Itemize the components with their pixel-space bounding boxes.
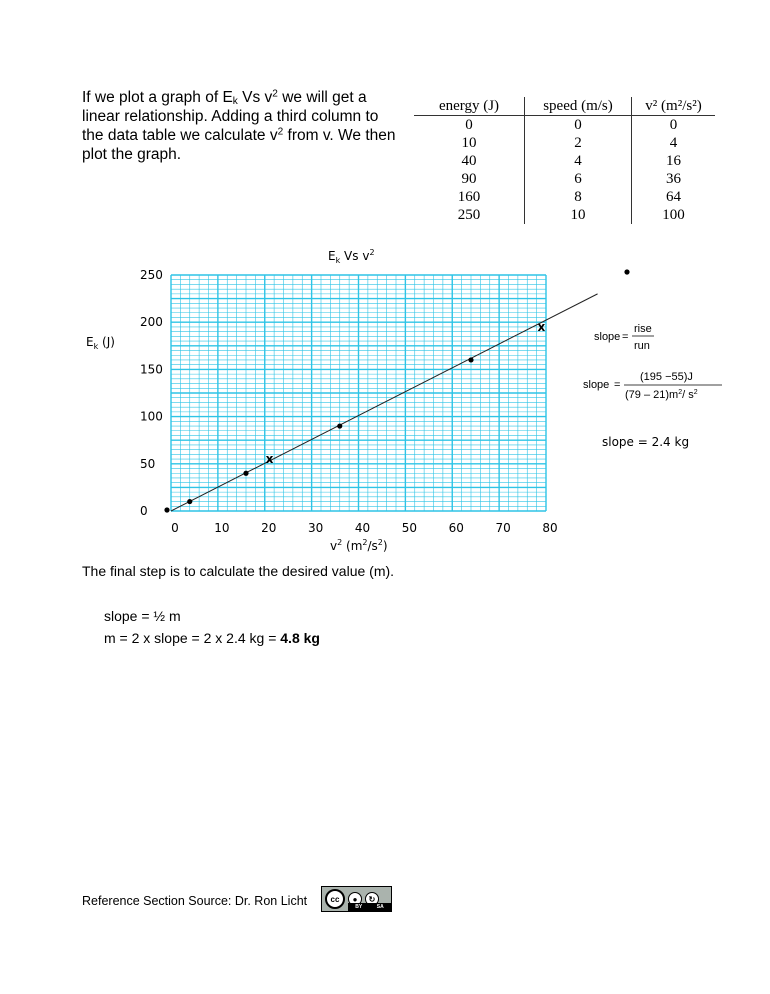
mass-calculation: [104, 605, 320, 649]
table-cell: 10: [414, 134, 525, 152]
table-header: energy (J): [414, 97, 525, 116]
slope-numeric-formula: [583, 371, 722, 401]
slope-word: slope: [594, 331, 621, 343]
table-cell: 90: [414, 170, 525, 188]
table-cell: 2: [525, 134, 632, 152]
table-cell: 0: [669, 117, 678, 133]
slope-result: slope = 2.4 kg: [602, 435, 690, 449]
x-tick-label: 20: [261, 521, 277, 535]
data-point: [337, 423, 342, 428]
equals-sign: =: [622, 331, 629, 343]
cc-by-sa-license-badge[interactable]: [321, 886, 392, 912]
slope-half-m-line: slope = ½ m: [104, 608, 181, 624]
table-cell: 40: [414, 152, 525, 170]
intro-paragraph: If we plot a graph of $E_k$ Vs $v^2$ we will get a linear relationship. Adding a third column to the data table we calculate $v^2$ from v. We then plot the graph.: [82, 88, 396, 163]
denominator-text: $(79 - 21)m^2/$ $s^2$: [625, 389, 698, 401]
mass-answer: 4.8 kg: [280, 630, 320, 646]
data-point: [243, 471, 248, 476]
y-tick-label: 250: [140, 268, 163, 282]
data-point: [624, 269, 629, 274]
x-tick-label: 70: [495, 521, 511, 535]
table-cell: 4: [669, 135, 678, 151]
y-tick-label: 0: [140, 504, 148, 518]
x-axis-label: $v^2$ $(m^2/s^2)$: [330, 538, 388, 553]
creative-commons-icon: cc: [325, 889, 345, 909]
data-point: [164, 507, 169, 512]
table-cell: 10: [525, 206, 632, 224]
reference-source: Reference Section Source: Dr. Ron Licht: [82, 894, 308, 908]
table-header: v² (m²/s²): [632, 97, 716, 116]
final-step-sentence: The final step is to calculate the desired value (m).: [82, 563, 395, 579]
table-header: speed (m/s): [525, 97, 632, 116]
table-cell: 6: [525, 170, 632, 188]
table-cell: 8: [525, 188, 632, 206]
slope-point-marker: x: [537, 319, 546, 334]
attribution-icon: ●: [348, 892, 362, 906]
slope-word: slope: [583, 379, 610, 391]
y-tick-label: 100: [140, 409, 163, 424]
y-tick-label: 50: [140, 456, 156, 471]
y-axis-label: $E_k$ (J): [86, 335, 115, 351]
table-cell: 0: [525, 116, 632, 135]
x-tick-label: 60: [448, 521, 464, 535]
data-point: [187, 499, 192, 504]
run-text: run: [634, 340, 650, 352]
x-tick-label: 40: [354, 521, 371, 535]
table-cell: 250: [414, 206, 525, 224]
y-tick-label: 150: [140, 362, 163, 377]
license-labels: BY SA: [348, 903, 391, 911]
x-tick-label: 50: [401, 521, 418, 535]
x-tick-label: 30: [307, 521, 324, 535]
rise-text: rise: [634, 323, 652, 335]
grid: [171, 275, 546, 511]
share-alike-icon: ↻: [365, 892, 379, 906]
table-cell: 16: [666, 153, 681, 169]
chart-title: $E_k$ Vs $v^2$: [328, 248, 375, 265]
table-cell: 64: [666, 189, 681, 205]
table-cell: 160: [414, 188, 525, 206]
table-cell: 36: [666, 171, 681, 187]
x-tick-label: 80: [542, 521, 558, 535]
table-cell: 4: [525, 152, 632, 170]
slope-point-marker: x: [265, 452, 274, 467]
table-cell: 100: [662, 207, 685, 223]
x-tick-label: 0: [171, 521, 179, 535]
data-point: [468, 357, 473, 362]
slope-rise-run-formula: [594, 323, 654, 352]
equals-sign: =: [614, 379, 621, 391]
mass-result-line: m = 2 x slope = 2 x 2.4 kg = 4.8 kg: [104, 630, 320, 646]
y-tick-label: 200: [140, 315, 163, 330]
table-cell: 0: [414, 116, 525, 135]
x-tick-label: 10: [214, 521, 230, 535]
numerator-text: (195 −55)J: [640, 371, 693, 383]
